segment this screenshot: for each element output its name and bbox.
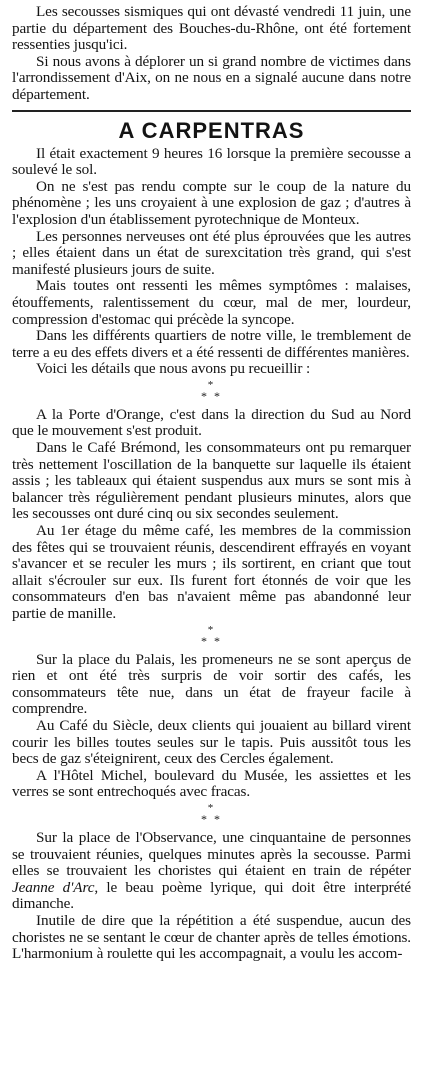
asterism-separator-1: * * * [201, 378, 222, 403]
section4-paragraph-1 [12, 830, 411, 913]
intro-paragraph-2: Si nous avons à déplorer un si grand nombre de victimes dans l'arrondissement d'Aix, on ne nous en a signalé aucune dans notre département. [12, 52, 411, 103]
section3-paragraph-3: A l'Hôtel Michel, boulevard du Musée, les assiettes et les verres se sont entrechoqués avec fracas. [12, 766, 411, 801]
section1-paragraph-2: On ne s'est pas rendu compte sur le coup de la nature du phénomène ; les uns croyaient à une explosion de gaz ; d'autres à l'explosion d'un établissement pyrotechnique de Monteux. [12, 177, 411, 228]
section-rule [12, 110, 411, 112]
section1-paragraph-3: Les personnes nerveuses ont été plus éprouvées que les autres ; elles étaient dans un état de surexcitation très grand, qui s'est manifesté plusieurs jours de suite. [12, 227, 411, 278]
section1-paragraph-1: Il était exactement 9 heures 16 lorsque la première secousse a soulevé le sol. [12, 144, 411, 179]
intro-paragraph-1: Les secousses sismiques qui ont dévasté vendredi 11 juin, une partie du département des Bouches-du-Rhône, ont été fortement ressenties jusqu'ici. [12, 3, 411, 54]
section3-paragraph-1: Sur la place du Palais, les promeneurs ne se sont aperçus de rien et ont été très surpris de voir sortir des cafés, les consommateurs tête nue, dans un état de frayeur facile à comprendre. [12, 650, 411, 718]
article-title: A CARPENTRAS [118, 117, 305, 143]
section1-paragraph-4: Mais toutes ont ressenti les mêmes symptômes : malaises, étouffements, ralentissement du cœur, mal de mer, lourdeur, compression d'estomac qui précède la syncope. [12, 277, 411, 328]
section3-paragraph-2: Au Café du Siècle, deux clients qui jouaient au billard virent courir les billes toutes seules sur le tapis. Puis aussitôt tous les becs de gaz s'éteignirent, ceux des Cercles également. [12, 716, 411, 768]
section4-paragraph-2: Inutile de dire que la répétition a été suspendue, aucun des choristes ne se sentant le cœur de chanter après de telles émotions. L'harmonium à roulette qui les accompagnait, a voulu les accom- [12, 911, 411, 963]
section4-text-after: , le beau poème lyrique, qui doit être interprété dimanche. [12, 878, 411, 913]
section2-paragraph-3: Au 1er étage du même café, les membres de la commission des fêtes qui se trouvaient réunis, descendirent effrayés en voyant s'avancer et se reculer les murs ; ils sortirent, en criant que tout allait s'écrouler sur eux. Ils furent fort étonnés de voir que les consommateurs d'en bas n'avaient même pas abandonné leur partie de manille. [12, 522, 411, 622]
section4-text-before: Sur la place de l'Observance, une cinquantaine de personnes se trouvaient réunies, quelques minutes après la secousse. Parmi elles se trouvaient les choristes qui étaient en train de répéter [12, 828, 411, 880]
opera-title: Jeanne d'Arc [12, 878, 95, 896]
asterism-separator-3: * * * [201, 801, 222, 826]
section1-paragraph-5: Dans les différents quartiers de notre ville, le tremblement de terre a eu des effets divers et a été ressenti de différentes manières. [12, 327, 411, 361]
section2-paragraph-1: A la Porte d'Orange, c'est dans la direction du Sud au Nord que le mouvement s'est produit. [12, 405, 411, 440]
section2-paragraph-2: Dans le Café Brémond, les consommateurs ont pu remarquer très nettement l'oscillation de la banquette sur laquelle ils étaient assis ; les tableaux qui étaient suspendus aux murs se sont mis à balancer très régulièrement pendant plusieurs minutes, alors que les secousses ont duré cinq ou six secondes seulement. [12, 439, 411, 523]
asterism-separator-2: * * * [201, 623, 222, 648]
section1-paragraph-6: Voici les détails que nous avons pu recueillir : [36, 360, 311, 378]
